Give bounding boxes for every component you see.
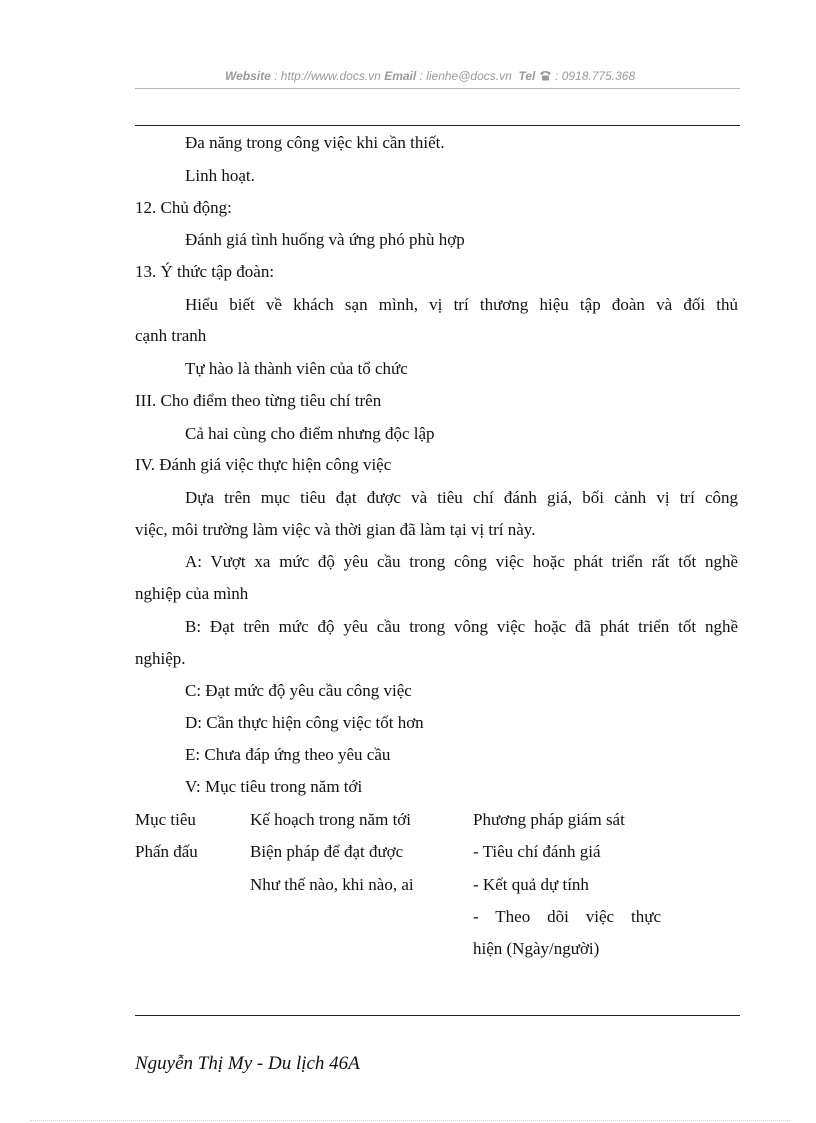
body-line: Tự hào là thành viên của tổ chức xyxy=(185,359,408,378)
table-col3-row3: - Kết quả dự tính xyxy=(473,875,589,894)
body-line: việc, môi trường làm việc và thời gian đã làm tại vị trí này. xyxy=(135,520,536,539)
website-label: Website xyxy=(225,69,271,83)
rating-line: D: Cần thực hiện công việc tốt hơn xyxy=(185,713,424,732)
website-value: : http://www.docs.vn xyxy=(270,69,385,83)
section-heading: 12. Chủ động: xyxy=(135,198,232,217)
section-heading: III. Cho điểm theo từng tiêu chí trên xyxy=(135,391,382,410)
page-bottom-dotted-border xyxy=(30,1120,790,1121)
table-col3-row4: - Theo dõi việc thực xyxy=(473,907,661,926)
body-line: Linh hoạt. xyxy=(185,166,255,185)
email-label: Email xyxy=(384,69,417,83)
rating-line: nghiệp của mình xyxy=(135,584,249,603)
tel-value: : 0918.775.368 xyxy=(551,69,636,83)
phone-icon xyxy=(539,70,552,81)
footer-author: Nguyễn Thị My - Du lịch 46A xyxy=(135,1053,360,1074)
table-col2-row3: Như thế nào, khi nào, ai xyxy=(250,875,414,894)
section-heading: 13. Ý thức tập đoàn: xyxy=(135,262,275,281)
footer-rule xyxy=(135,1015,740,1016)
header-rule xyxy=(135,88,740,89)
rating-line: A: Vượt xa mức độ yêu cầu trong công việc hoặc phát triển rất tốt nghề xyxy=(185,552,738,571)
table-col2-row1: Kế hoạch trong năm tới xyxy=(250,810,412,829)
body-line: Đa năng trong công việc khi cần thiết. xyxy=(185,133,445,152)
tel-label: Tel xyxy=(518,69,536,83)
section-heading: V: Mục tiêu trong năm tới xyxy=(185,777,363,796)
rating-line: E: Chưa đáp ứng theo yêu cầu xyxy=(185,745,391,764)
body-line: Dựa trên mục tiêu đạt được và tiêu chí đánh giá, bối cảnh vị trí công xyxy=(185,488,738,507)
body-line: cạnh tranh xyxy=(135,326,207,345)
table-col2-row2: Biện pháp để đạt được xyxy=(250,842,404,861)
section-heading: IV. Đánh giá việc thực hiện công việc xyxy=(135,455,392,474)
email-value: : lienhe@docs.vn xyxy=(416,69,516,83)
table-col3-row5: hiện (Ngày/người) xyxy=(473,939,600,958)
content-top-rule xyxy=(135,125,740,126)
table-col3-row1: Phương pháp giám sát xyxy=(473,810,625,829)
table-col3-row2: - Tiêu chí đánh giá xyxy=(473,842,601,861)
rating-line: nghiệp. xyxy=(135,649,186,668)
table-col1-row1: Mục tiêu xyxy=(135,810,196,829)
rating-line: C: Đạt mức độ yêu cầu công việc xyxy=(185,681,412,700)
table-col1-row2: Phấn đấu xyxy=(135,842,198,861)
body-line: Hiểu biết về khách sạn mình, vị trí thương hiệu tập đoàn và đối thủ xyxy=(185,295,738,314)
rating-line: B: Đạt trên mức độ yêu cầu trong vông việc hoặc đã phát triển tốt nghề xyxy=(185,617,738,636)
body-line: Cả hai cùng cho điểm nhưng độc lập xyxy=(185,424,435,443)
page-header xyxy=(225,69,725,83)
body-line: Đánh giá tình huống và ứng phó phù hợp xyxy=(185,230,465,249)
